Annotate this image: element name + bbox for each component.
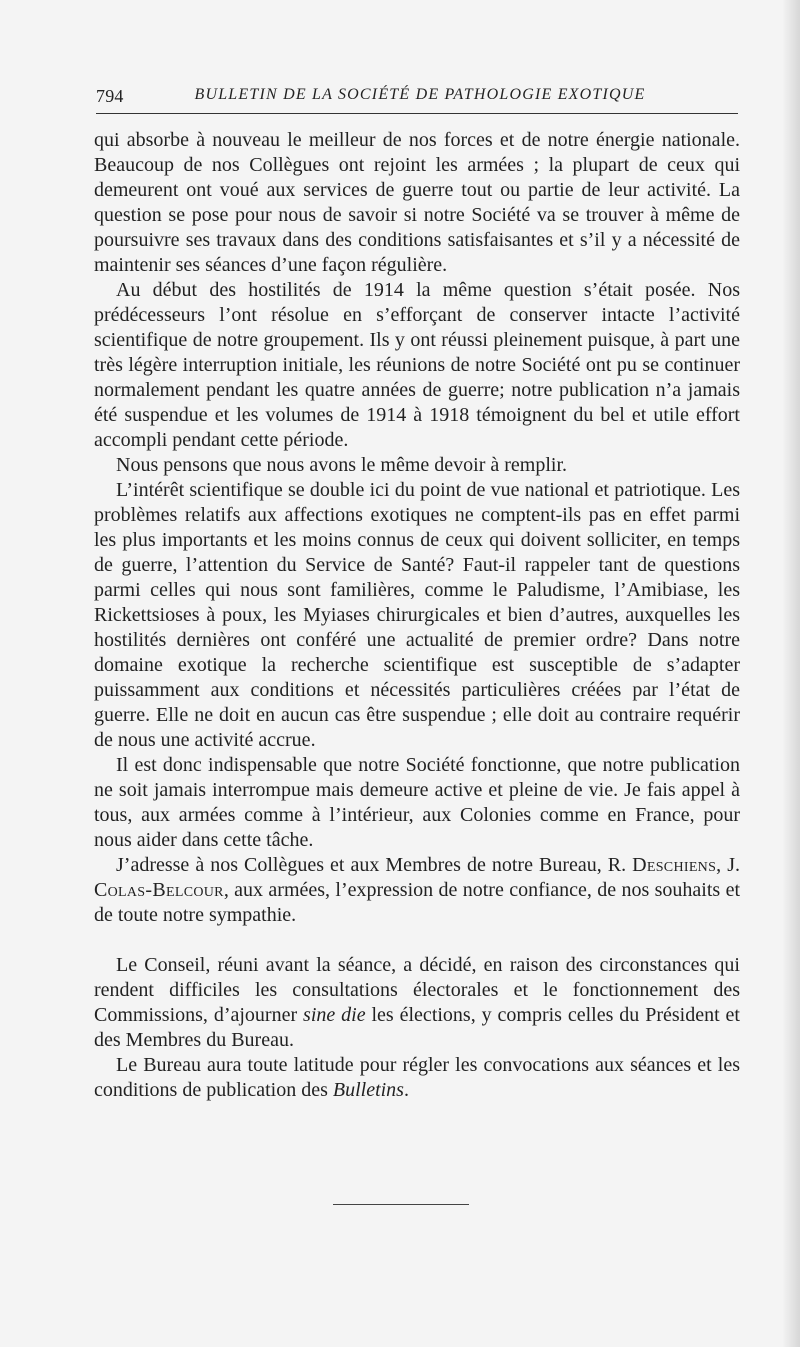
bulletins-emphasis: Bulletins <box>332 1079 404 1101</box>
body-text <box>94 128 740 1103</box>
paragraph-7 <box>94 953 740 1053</box>
header-rule <box>96 113 738 114</box>
paragraph-3: Nous pensons que nous avons le même devoir à remplir. <box>116 454 568 476</box>
name-colas-belcour: Colas-Belcour <box>94 879 224 901</box>
paragraph-6 <box>94 853 740 928</box>
page-edge-shadow <box>782 0 800 1347</box>
paragraph-5: Il est donc indispensable que notre Société fonctionne, que notre publication ne soit jamais interrompue mais demeure active et pleine de vie. Je fais appel à tous, aux armées comme à l’intérieur, aux Colonies comme en France, pour nous aider dans cette tâche. <box>94 754 740 851</box>
name-deschiens: Deschiens <box>632 854 717 876</box>
paragraph-7-end: les élections, y compris celles du Président et des Membres du Bureau. <box>94 1004 740 1051</box>
paragraph-1: qui absorbe à nouveau le meilleur de nos forces et de notre énergie nationale. Beaucoup de nos Collègues ont rejoint les armées ; la plupart de ceux qui demeurent ont voué aux services de guerre tout ou partie de leur activité. La question se pose pour nous de savoir si notre Société va se trouver à même de poursuivre ses travaux dans des conditions satisfaisantes et s’il y a nécessité de maintenir ses séances d’une façon régulière. <box>94 129 740 276</box>
paragraph-4: L’intérêt scientifique se double ici du point de vue national et patriotique. Les problèmes relatifs aux affections exotiques ne comptent-ils pas en effet parmi les plus importants et les moins connus de ceux qui doivent solliciter, en temps de guerre, l’attention du Service de Santé? Faut-il rappeler tant de questions parmi celles qui nous sont familières, comme le Paludisme, l’Amibiase, les Rickettsioses à poux, les Myiases chirurgicales et bien d’autres, auxquelles les hostilités dernières ont conféré une actualité de premier ordre? Dans notre domaine exotique la recherche scientifique est susceptible de s’adapter puissamment aux conditions et nécessités particulières créées par l’état de guerre. Elle ne doit en aucun cas être suspendue ; elle doit au contraire requérir de nous une activité accrue. <box>94 479 740 751</box>
running-head <box>96 80 738 108</box>
paragraph-2: Au début des hostilités de 1914 la même question s’était posée. Nos prédécesseurs l’ont résolue en s’efforçant de conserver intacte l’activité scientifique de notre groupement. Ils y ont réussi pleinement puisque, à part une très légère interruption initiale, les réunions de notre Société ont pu se continuer normalement pendant les quatre années de guerre; notre publication n’a jamais été suspendue et les volumes de 1914 à 1918 témoignent du bel et utile effort accompli pendant cette période. <box>94 279 740 451</box>
paragraph-7-start: Le Conseil, réuni avant la séance, a décidé, en raison des circonstances qui rendent difficiles les consultations électorales et le fonctionnement des Commissions, d’ajourner <box>94 954 740 1026</box>
paragraph-8 <box>94 1053 740 1103</box>
sine-die-emphasis: sine die <box>303 1004 366 1026</box>
closing-rule <box>333 1204 469 1205</box>
paragraph-8-end: . <box>403 1079 409 1101</box>
page-number: 794 <box>96 86 124 106</box>
journal-title: BULLETIN DE LA SOCIÉTÉ DE PATHOLOGIE EXOTIQUE <box>194 86 646 103</box>
paragraph-8-start: Le Bureau aura toute latitude pour régler les convocations aux séances et les conditions de publication des <box>94 1054 740 1101</box>
paragraph-6-separator: , J. <box>716 854 740 876</box>
paragraph-6-intro: J’adresse à nos Collègues et aux Membres de notre Bureau, R. <box>116 854 633 876</box>
paragraph-6-outro: , aux armées, l’expression de notre confiance, de nos souhaits et de toute notre sympathie. <box>94 879 740 926</box>
